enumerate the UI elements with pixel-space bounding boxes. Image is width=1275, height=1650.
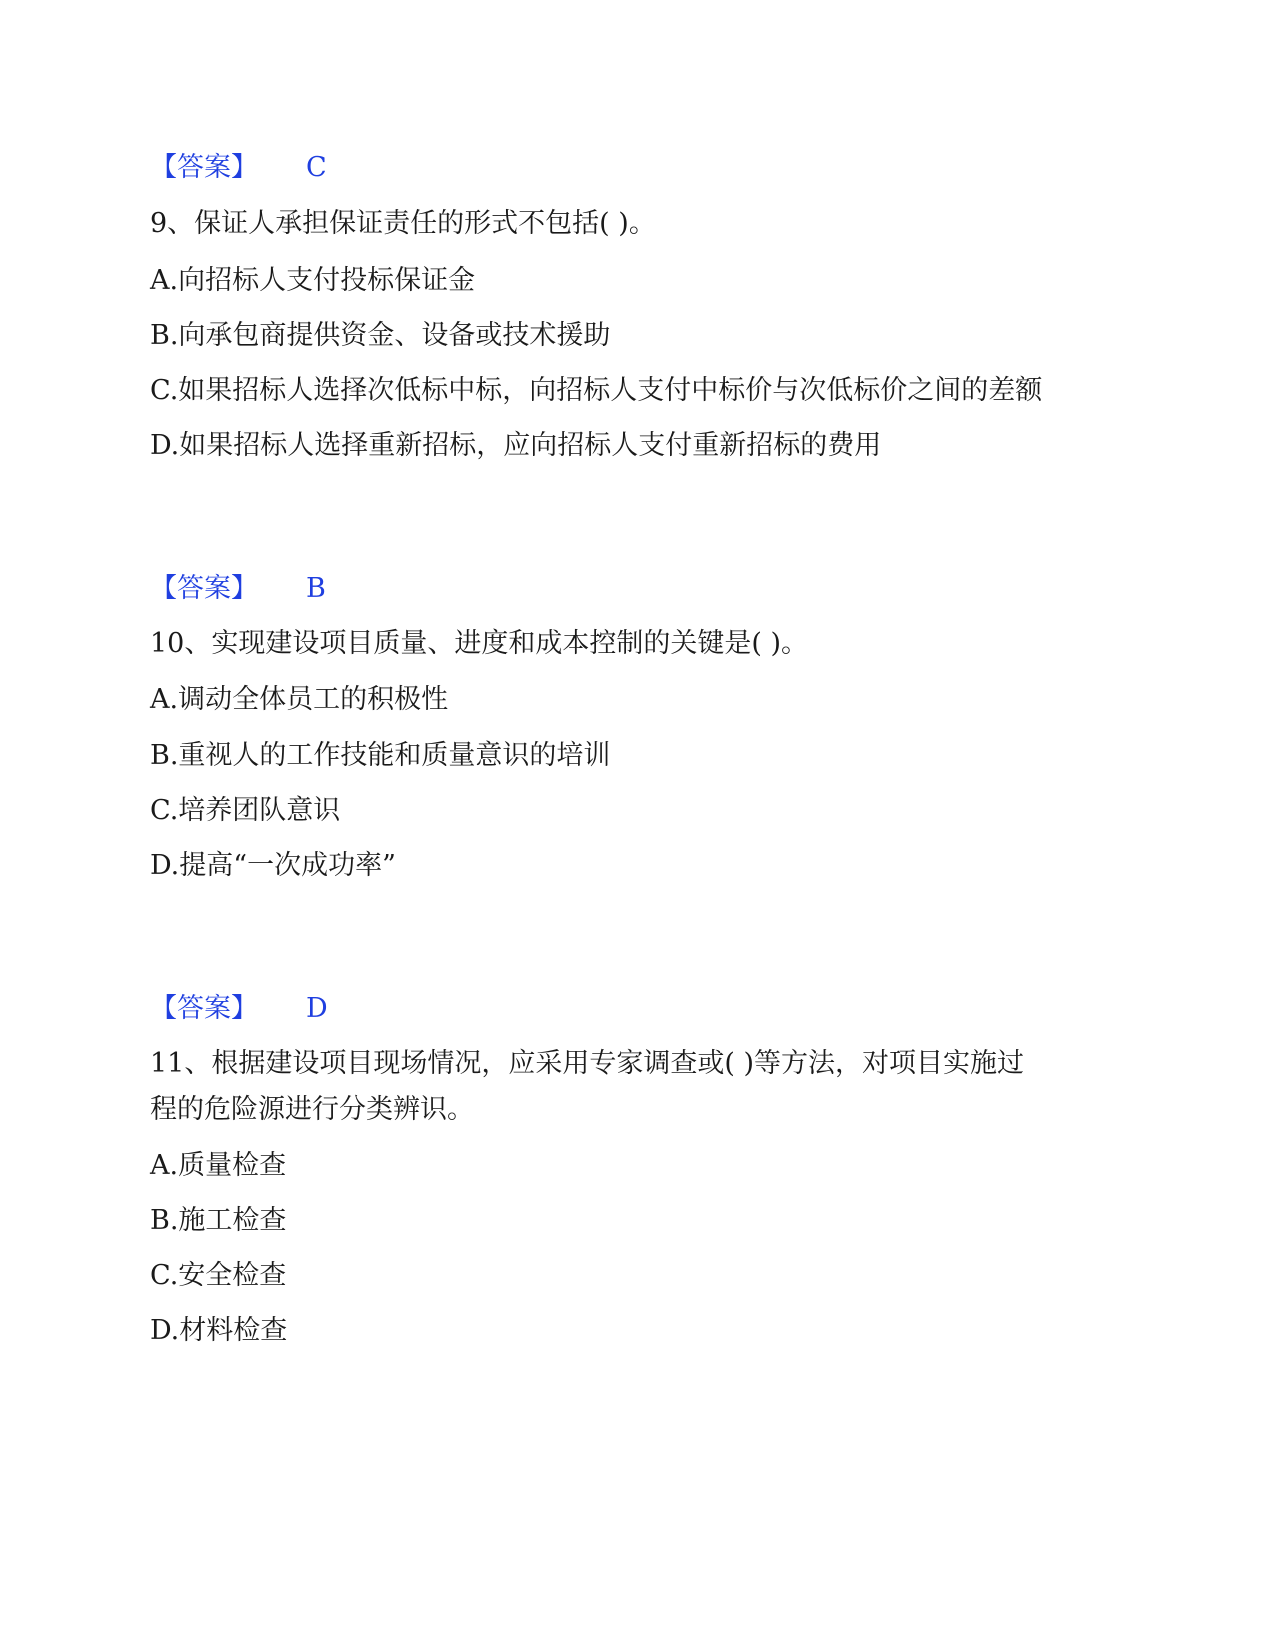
question-11-option-c: C.安全检查 <box>150 1260 287 1291</box>
answer-label: 【答案】 <box>150 573 258 604</box>
answer-line <box>150 573 326 605</box>
question-11-option-a: A.质量检查 <box>150 1150 287 1181</box>
question-9-option-a: A.向招标人支付投标保证金 <box>150 265 476 296</box>
question-9-option-c: C.如果招标人选择次低标中标，向招标人支付中标价与次低标价之间的差额 <box>150 375 1043 406</box>
answer-line <box>150 152 327 184</box>
answer-value: C <box>306 152 327 183</box>
question-11-text-line-2: 程的危险源进行分类辨识。 <box>150 1094 474 1125</box>
answer-value: B <box>306 573 326 604</box>
question-10-option-c: C.培养团队意识 <box>150 795 341 826</box>
question-11-option-b: B.施工检查 <box>150 1205 287 1236</box>
question-9-text: 9、保证人承担保证责任的形式不包括( )。 <box>150 208 656 239</box>
question-10-text: 10、实现建设项目质量、进度和成本控制的关键是( )。 <box>150 628 809 659</box>
answer-label: 【答案】 <box>150 152 258 183</box>
answer-value: D <box>306 993 328 1024</box>
question-11-text-line-1: 11、根据建设项目现场情况，应采用专家调查或( )等方法，对项目实施过 <box>150 1048 1025 1079</box>
question-10-option-a: A.调动全体员工的积极性 <box>150 684 449 715</box>
question-11-option-d: D.材料检查 <box>150 1315 288 1346</box>
question-10-option-d: D.提高“一次成功率” <box>150 850 396 881</box>
answer-line <box>150 993 328 1025</box>
question-9-option-b: B.向承包商提供资金、设备或技术援助 <box>150 320 611 351</box>
question-10-option-b: B.重视人的工作技能和质量意识的培训 <box>150 740 611 771</box>
question-9-option-d: D.如果招标人选择重新招标，应向招标人支付重新招标的费用 <box>150 430 882 461</box>
answer-label: 【答案】 <box>150 993 258 1024</box>
